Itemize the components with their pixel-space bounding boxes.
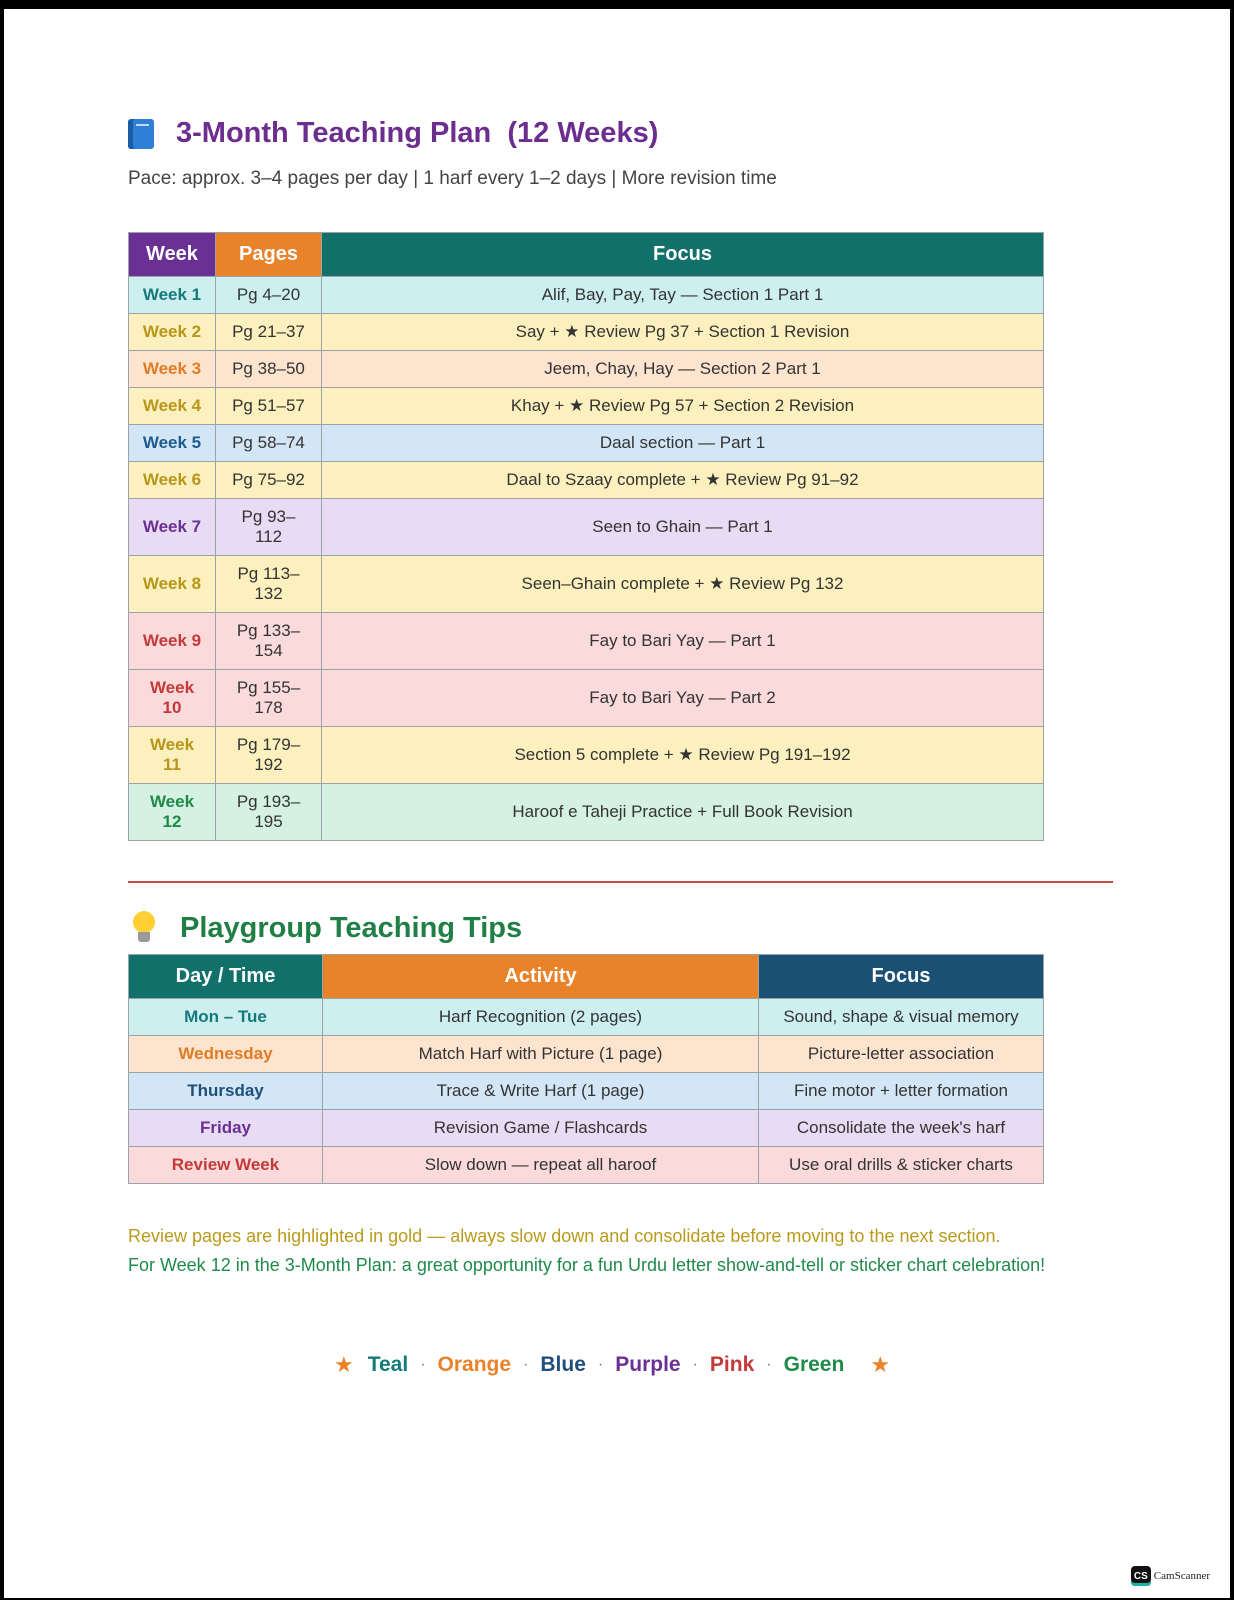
week-cell: Week 1 <box>129 277 216 314</box>
day-cell: Mon – Tue <box>129 999 323 1036</box>
pages-cell: Pg 155– 178 <box>216 670 322 727</box>
activity-cell: Slow down — repeat all haroof <box>323 1147 759 1184</box>
focus-cell: Seen to Ghain — Part 1 <box>322 499 1044 556</box>
plan-title: 3-Month Teaching Plan (12 Weeks) <box>176 117 659 149</box>
focus-cell: Say + ★ Review Pg 37 + Section 1 Revision <box>322 314 1044 351</box>
legend-item: Blue <box>540 1353 586 1376</box>
focus-cell: Consolidate the week's harf <box>759 1110 1044 1147</box>
legend-item: Green <box>783 1353 845 1376</box>
activity-cell: Revision Game / Flashcards <box>323 1110 759 1147</box>
day-cell: Wednesday <box>129 1036 323 1073</box>
header-focus: Focus <box>759 955 1044 999</box>
legend-separator: · <box>692 1356 698 1373</box>
day-cell: Friday <box>129 1110 323 1147</box>
week-cell: Week 10 <box>129 670 216 727</box>
focus-cell: Alif, Bay, Pay, Tay — Section 1 Part 1 <box>322 277 1044 314</box>
teaching-tips-table <box>128 954 1044 1184</box>
focus-cell: Fine motor + letter formation <box>759 1073 1044 1110</box>
lightbulb-icon <box>130 911 158 945</box>
camscanner-watermark <box>1131 1566 1210 1586</box>
table-row <box>129 388 1044 425</box>
star-icon: ★ <box>334 1352 354 1377</box>
day-cell: Thursday <box>129 1073 323 1110</box>
legend-separator: · <box>420 1356 426 1373</box>
camscanner-text: CamScanner <box>1153 1570 1210 1582</box>
focus-cell: Use oral drills & sticker charts <box>759 1147 1044 1184</box>
pages-cell: Pg 21–37 <box>216 314 322 351</box>
focus-cell: Section 5 complete + ★ Review Pg 191–192 <box>322 727 1044 784</box>
review-note: Review pages are highlighted in gold — always slow down and consolidate before moving to the next section. <box>128 1226 1001 1246</box>
focus-cell: Picture-letter association <box>759 1036 1044 1073</box>
week-cell: Week 7 <box>129 499 216 556</box>
focus-cell: Daal to Szaay complete + ★ Review Pg 91–92 <box>322 462 1044 499</box>
week-cell: Week 5 <box>129 425 216 462</box>
week-cell: Week 6 <box>129 462 216 499</box>
week12-note: For Week 12 in the 3-Month Plan: a great opportunity for a fun Urdu letter show-and-tell or sticker chart celebration! <box>128 1255 1046 1275</box>
activity-cell: Trace & Write Harf (1 page) <box>323 1073 759 1110</box>
table-row <box>129 784 1044 841</box>
legend-separator: · <box>766 1356 772 1373</box>
table-row <box>129 425 1044 462</box>
color-legend <box>334 1352 890 1378</box>
week-cell: Week 4 <box>129 388 216 425</box>
pages-cell: Pg 75–92 <box>216 462 322 499</box>
header-day-time: Day / Time <box>129 955 323 999</box>
week-cell: Week 11 <box>129 727 216 784</box>
legend-item: Teal <box>367 1353 409 1376</box>
tips-title: Playgroup Teaching Tips <box>180 911 523 944</box>
focus-cell: Seen–Ghain complete + ★ Review Pg 132 <box>322 556 1044 613</box>
activity-cell: Match Harf with Picture (1 page) <box>323 1036 759 1073</box>
pages-cell: Pg 58–74 <box>216 425 322 462</box>
pages-cell: Pg 4–20 <box>216 277 322 314</box>
table-header-row <box>129 955 1044 999</box>
star-icon: ★ <box>870 1352 891 1377</box>
teaching-plan-table <box>128 232 1044 841</box>
header-activity: Activity <box>323 955 759 999</box>
legend-item: Purple <box>615 1353 681 1376</box>
legend-item: Pink <box>709 1353 755 1376</box>
table-row <box>129 314 1044 351</box>
table-row <box>129 1147 1044 1184</box>
focus-cell: Fay to Bari Yay — Part 2 <box>322 670 1044 727</box>
focus-cell: Sound, shape & visual memory <box>759 999 1044 1036</box>
pages-cell: Pg 193– 195 <box>216 784 322 841</box>
activity-cell: Harf Recognition (2 pages) <box>323 999 759 1036</box>
table-row <box>129 1110 1044 1147</box>
tips-title-row <box>130 911 522 945</box>
focus-cell: Khay + ★ Review Pg 57 + Section 2 Revision <box>322 388 1044 425</box>
table-row <box>129 613 1044 670</box>
legend-separator: · <box>523 1356 529 1373</box>
focus-cell: Fay to Bari Yay — Part 1 <box>322 613 1044 670</box>
focus-cell: Haroof e Taheji Practice + Full Book Revision <box>322 784 1044 841</box>
pages-cell: Pg 93– 112 <box>216 499 322 556</box>
legend-item: Orange <box>437 1353 512 1376</box>
table-row <box>129 351 1044 388</box>
focus-cell: Daal section — Part 1 <box>322 425 1044 462</box>
table-row <box>129 727 1044 784</box>
pages-cell: Pg 113– 132 <box>216 556 322 613</box>
week-cell: Week 2 <box>129 314 216 351</box>
table-row <box>129 556 1044 613</box>
book-icon <box>128 119 154 149</box>
plan-title-row <box>128 117 658 150</box>
week-cell: Week 9 <box>129 613 216 670</box>
table-row <box>129 462 1044 499</box>
table-row <box>129 499 1044 556</box>
legend-separator: · <box>597 1356 604 1373</box>
section-divider <box>128 881 1113 883</box>
table-row <box>129 670 1044 727</box>
pages-cell: Pg 179– 192 <box>216 727 322 784</box>
day-cell: Review Week <box>129 1147 323 1184</box>
pages-cell: Pg 133– 154 <box>216 613 322 670</box>
focus-cell: Jeem, Chay, Hay — Section 2 Part 1 <box>322 351 1044 388</box>
pages-cell: Pg 51–57 <box>216 388 322 425</box>
header-week: Week <box>129 233 216 277</box>
table-row <box>129 277 1044 314</box>
week-cell: Week 3 <box>129 351 216 388</box>
camscanner-logo-icon: CS <box>1131 1566 1151 1586</box>
table-row <box>129 1036 1044 1073</box>
header-pages: Pages <box>216 233 322 277</box>
plan-subtitle: Pace: approx. 3–4 pages per day | 1 harf every 1–2 days | More revision time <box>128 168 777 189</box>
pages-cell: Pg 38–50 <box>216 351 322 388</box>
header-focus: Focus <box>322 233 1044 277</box>
table-row <box>129 1073 1044 1110</box>
document-page <box>4 9 1230 1598</box>
week-cell: Week 8 <box>129 556 216 613</box>
table-row <box>129 999 1044 1036</box>
week-cell: Week 12 <box>129 784 216 841</box>
table-header-row <box>129 233 1044 277</box>
